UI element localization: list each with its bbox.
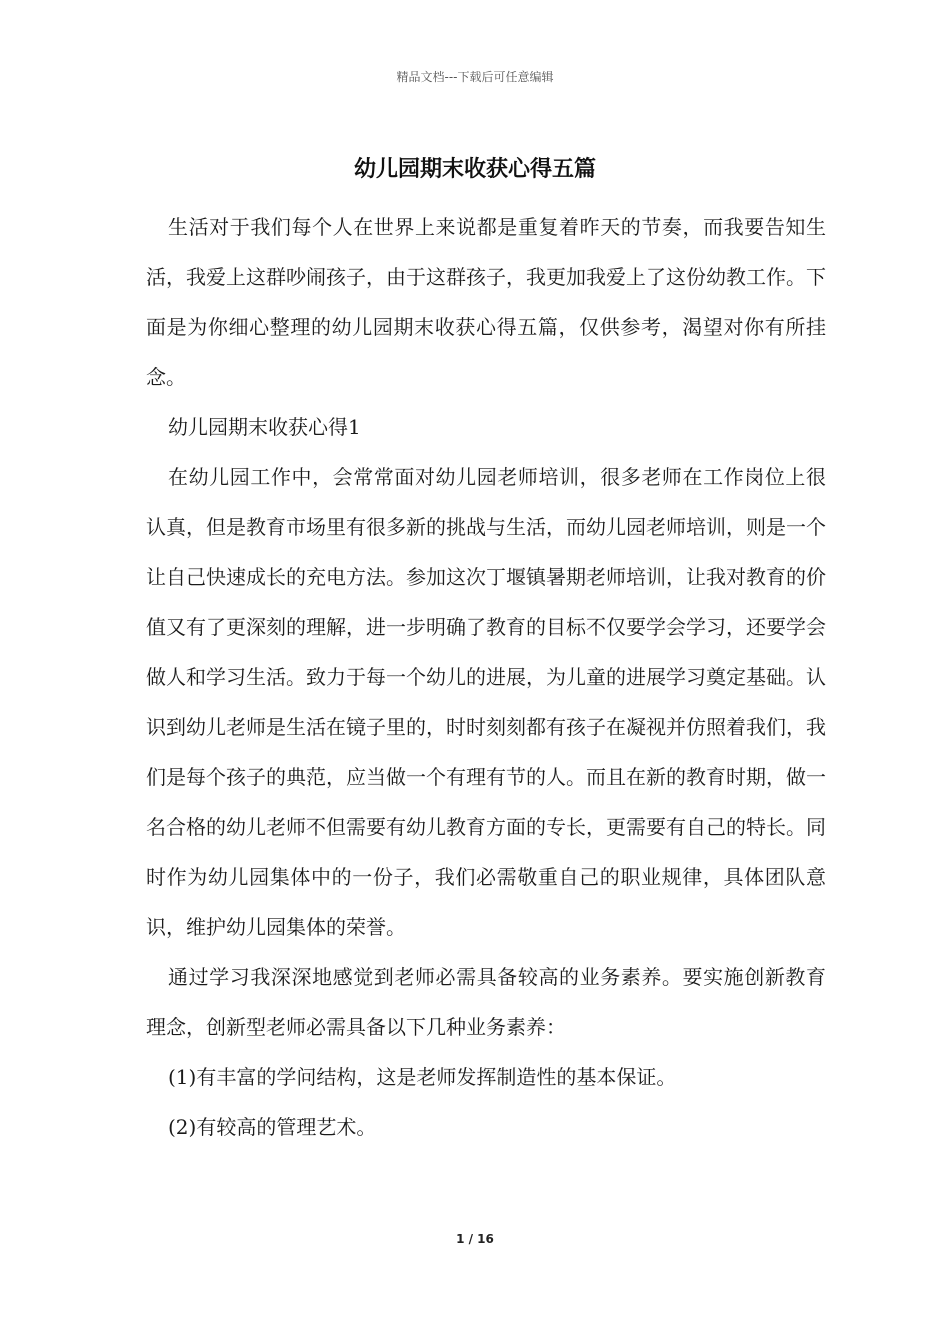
document-title: 幼儿园期末收获心得五篇 xyxy=(353,157,596,182)
section-heading-1: 幼儿园期末收获心得1 xyxy=(168,415,361,439)
list-item-2: (2)有较高的管理艺术。 xyxy=(168,1115,377,1139)
paragraph-body-2: 通过学习我深深地感觉到老师必需具备较高的业务素养。要实施创新教育理念，创新型老师必需具备以下几种业务素养： xyxy=(146,965,826,1039)
page-header: 精品文档---下载后可任意编辑 xyxy=(396,70,554,84)
paragraph-body-1: 在幼儿园工作中，会常常面对幼儿园老师培训，很多老师在工作岗位上很认真，但是教育市场里有很多新的挑战与生活，而幼儿园老师培训，则是一个让自己快速成长的充电方法。参加这次丁堰镇暑期老师培训，让我对教育的价值又有了更深刻的理解，进一步明确了教育的目标不仅要学会学习，还要学会做人和学习生活。致力于每一个幼儿的进展，为儿童的进展学习奠定基础。认识到幼儿老师是生活在镜子里的，时时刻刻都有孩子在凝视并仿照着我们，我们是每个孩子的典范，应当做一个有理有节的人。而且在新的教育时期，做一名合格的幼儿老师不但需要有幼儿教育方面的专长，更需要有自己的特长。同时作为幼儿园集体中的一份子，我们必需敬重自己的职业规律，具体团队意识，维护幼儿园集体的荣誉。 xyxy=(146,465,826,939)
page-number: 1 / 16 xyxy=(456,1232,494,1246)
document-body xyxy=(146,202,826,1152)
paragraph-intro: 生活对于我们每个人在世界上来说都是重复着昨天的节奏，而我要告知生活，我爱上这群吵闹孩子，由于这群孩子，我更加我爱上了这份幼教工作。下面是为你细心整理的幼儿园期末收获心得五篇，仅供参考，渴望对你有所挂念。 xyxy=(146,215,826,389)
list-item-1: (1)有丰富的学问结构，这是老师发挥制造性的基本保证。 xyxy=(168,1065,677,1089)
